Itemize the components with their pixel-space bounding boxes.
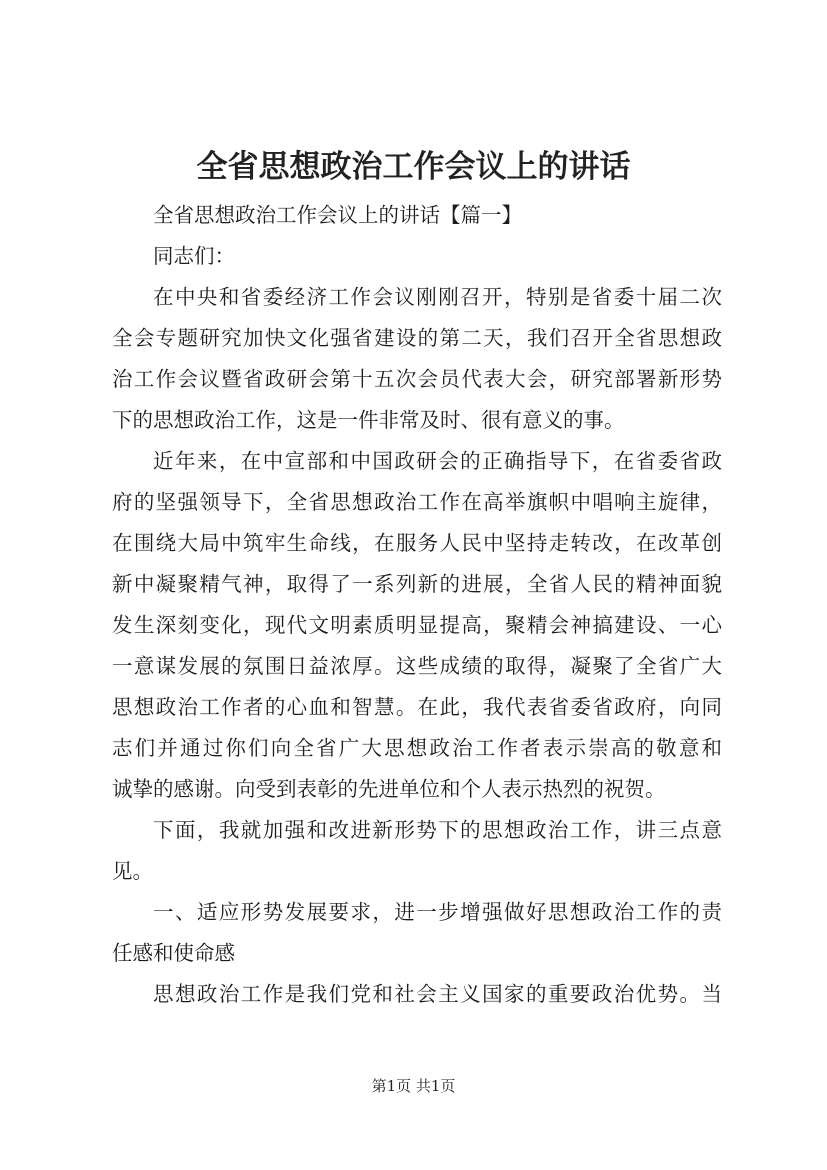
section-heading-line: 一、适应形势发展要求，进一步增强做好思想政治工作的责 bbox=[153, 900, 722, 924]
text-line: 思想政治工作者的心血和智慧。在此，我代表省委省政府，向同 bbox=[112, 695, 722, 719]
text-line: 见。 bbox=[112, 859, 153, 883]
document-body bbox=[112, 195, 722, 1015]
text-line: 发生深刻变化，现代文明素质明显提高，聚精会神搞建设、一心 bbox=[112, 613, 722, 637]
document-title: 全省思想政治工作会议上的讲话 bbox=[196, 149, 631, 185]
text-line: 新中凝聚精气神，取得了一系列新的进展，全省人民的精神面貌 bbox=[112, 572, 722, 596]
text-line: 在围绕大局中筑牢生命线，在服务人民中坚持走转改，在改革创 bbox=[112, 531, 722, 555]
text-line: 在中央和省委经济工作会议刚刚召开，特别是省委十届二次 bbox=[153, 285, 722, 309]
text-line: 下面，我就加强和改进新形势下的思想政治工作，讲三点意 bbox=[153, 818, 722, 842]
text-line-subtitle: 全省思想政治工作会议上的讲话【篇一】 bbox=[153, 203, 522, 227]
text-line: 诚挚的感谢。向受到表彰的先进单位和个人表示热烈的祝贺。 bbox=[112, 777, 666, 801]
text-line: 府的坚强领导下，全省思想政治工作在高举旗帜中唱响主旋律， bbox=[112, 490, 722, 514]
text-line: 近年来，在中宣部和中国政研会的正确指导下，在省委省政 bbox=[153, 449, 722, 473]
text-line: 下的思想政治工作，这是一件非常及时、很有意义的事。 bbox=[112, 408, 625, 432]
text-line: 全会专题研究加快文化强省建设的第二天，我们召开全省思想政 bbox=[112, 326, 722, 350]
section-heading-line: 任感和使命感 bbox=[112, 941, 235, 965]
text-line: 思想政治工作是我们党和社会主义国家的重要政治优势。当 bbox=[153, 982, 722, 1006]
text-line: 治工作会议暨省政研会第十五次会员代表大会，研究部署新形势 bbox=[112, 367, 722, 391]
text-line-salutation: 同志们： bbox=[153, 244, 235, 268]
text-line: 一意谋发展的氛围日益浓厚。这些成绩的取得，凝聚了全省广大 bbox=[112, 654, 722, 678]
text-line: 志们并通过你们向全省广大思想政治工作者表示崇高的敬意和 bbox=[112, 736, 722, 760]
page-footer: 第1页 共1页 bbox=[371, 1077, 456, 1095]
